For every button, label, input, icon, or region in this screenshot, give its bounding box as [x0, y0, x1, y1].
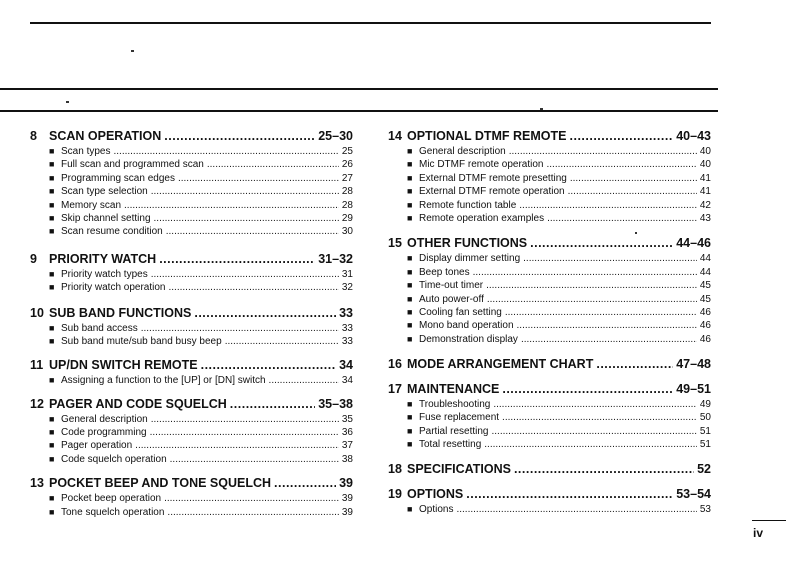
entry-page: 40	[699, 159, 711, 171]
section-title: OPTIONAL DTMF REMOTE	[407, 129, 567, 143]
square-bullet-icon: ■	[49, 440, 55, 451]
entry-page: 25	[341, 146, 353, 157]
section-heading[interactable]	[30, 251, 353, 268]
entry-label: Scan types	[61, 146, 111, 157]
toc-entry[interactable]	[388, 411, 711, 424]
toc-entry[interactable]	[388, 252, 711, 265]
section-number: 15	[388, 236, 402, 251]
section-title: PAGER AND CODE SQUELCH	[49, 396, 227, 411]
toc-entry[interactable]	[30, 212, 353, 225]
entry-label: Options	[419, 503, 454, 515]
dot-leader	[596, 356, 673, 373]
dot-leader	[141, 322, 339, 335]
toc-entry[interactable]	[30, 172, 353, 185]
section-title: SUB BAND FUNCTIONS	[49, 305, 192, 320]
dot-leader	[194, 305, 336, 322]
dot-leader	[466, 486, 673, 503]
square-bullet-icon: ■	[49, 268, 55, 279]
page-number: iv	[752, 526, 763, 540]
square-bullet-icon: ■	[49, 212, 55, 223]
dot-leader	[568, 185, 697, 198]
toc-section	[30, 357, 353, 387]
toc-section	[388, 381, 711, 452]
dot-leader	[113, 145, 338, 158]
square-bullet-icon: ■	[49, 172, 55, 183]
entry-page: 45	[699, 293, 711, 305]
square-bullet-icon: ■	[407, 293, 413, 304]
square-bullet-icon: ■	[407, 186, 413, 197]
entry-page: 44	[699, 253, 711, 265]
toc-entry[interactable]	[388, 503, 711, 516]
section-number: 8	[30, 129, 37, 143]
entry-label: Scan type selection	[61, 186, 148, 198]
toc-entry[interactable]	[30, 268, 353, 281]
entry-label: Full scan and programmed scan	[61, 159, 204, 171]
dot-leader	[151, 268, 339, 281]
section-title: MODE ARRANGEMENT CHART	[407, 357, 594, 372]
dot-leader	[505, 306, 697, 319]
section-number: 18	[388, 461, 402, 476]
toc-entry[interactable]	[388, 158, 711, 171]
toc-entry[interactable]	[30, 225, 353, 238]
toc-entry[interactable]	[30, 506, 353, 519]
section-title: SPECIFICATIONS	[407, 461, 511, 476]
section-pages: 34	[339, 358, 353, 373]
entry-label: Assigning a function to the [UP] or [DN] switch	[61, 375, 266, 387]
toc-entry[interactable]	[30, 185, 353, 198]
entry-label: Beep tones	[419, 266, 470, 278]
dot-leader	[546, 158, 696, 171]
section-number: 10	[30, 305, 44, 320]
entry-label: Mono band operation	[419, 320, 514, 332]
dot-leader	[519, 199, 697, 212]
section-heading[interactable]	[388, 461, 711, 478]
entry-page: 39	[341, 506, 353, 518]
section-pages: 52	[697, 461, 711, 476]
square-bullet-icon: ■	[49, 226, 55, 237]
toc-section	[30, 305, 353, 349]
entry-page: 30	[341, 226, 353, 238]
toc-section	[30, 251, 353, 295]
dot-leader	[207, 158, 339, 171]
entry-page: 53	[699, 503, 711, 515]
entry-label: Code programming	[61, 427, 147, 439]
entry-page: 29	[341, 212, 353, 224]
dot-leader	[164, 492, 339, 505]
section-heading[interactable]	[30, 357, 353, 374]
dot-leader	[487, 293, 697, 306]
entry-label: Tone squelch operation	[61, 506, 165, 518]
dot-leader	[269, 374, 339, 387]
entry-label: Programming scan edges	[61, 172, 175, 184]
entry-label: Scan resume condition	[61, 226, 163, 238]
dot-leader	[151, 413, 339, 426]
lower-rule	[0, 110, 718, 112]
toc-entry[interactable]	[388, 279, 711, 292]
square-bullet-icon: ■	[49, 493, 55, 504]
entry-page: 35	[341, 413, 353, 425]
dot-leader	[159, 251, 315, 268]
section-title: OPTIONS	[407, 486, 464, 501]
toc-section	[30, 128, 353, 239]
entry-page: 37	[341, 440, 353, 452]
square-bullet-icon: ■	[407, 253, 413, 264]
toc-section	[388, 356, 711, 373]
dot-leader	[170, 453, 339, 466]
section-heading[interactable]	[30, 305, 353, 322]
toc-entry[interactable]	[388, 212, 711, 225]
section-heading[interactable]	[30, 396, 353, 413]
square-bullet-icon: ■	[49, 186, 55, 197]
entry-page: 39	[341, 493, 353, 505]
dot-leader	[201, 357, 336, 374]
entry-page: 41	[699, 186, 711, 198]
entry-page: 27	[341, 172, 353, 184]
entry-page: 46	[699, 333, 711, 345]
entry-page: 26	[341, 159, 353, 171]
entry-page: 46	[699, 306, 711, 318]
dot-leader	[154, 212, 339, 225]
entry-label: General description	[419, 146, 506, 157]
section-heading[interactable]	[388, 235, 711, 252]
entry-label: Sub band access	[61, 322, 138, 334]
dot-leader	[124, 199, 339, 212]
dot-leader	[150, 426, 339, 439]
square-bullet-icon: ■	[49, 199, 55, 210]
section-heading[interactable]	[388, 381, 711, 398]
scan-speck	[66, 101, 69, 103]
square-bullet-icon: ■	[49, 427, 55, 438]
dot-leader	[167, 506, 338, 519]
entry-label: External DTMF remote operation	[419, 186, 565, 198]
scan-speck	[540, 108, 543, 110]
middle-rule	[0, 88, 718, 90]
square-bullet-icon: ■	[407, 320, 413, 331]
dot-leader	[570, 128, 674, 145]
section-heading[interactable]	[30, 475, 353, 492]
dot-leader	[484, 438, 697, 451]
toc-entry[interactable]	[388, 333, 711, 346]
entry-page: 44	[699, 266, 711, 278]
section-title: POCKET BEEP AND TONE SQUELCH	[49, 476, 272, 491]
toc-section	[388, 235, 711, 346]
entry-page: 51	[699, 439, 711, 451]
entry-page: 51	[699, 425, 711, 437]
section-pages: 25–30	[318, 129, 353, 143]
section-number: 16	[388, 357, 402, 372]
entry-page: 33	[341, 322, 353, 334]
dot-leader	[502, 411, 697, 424]
section-number: 17	[388, 382, 402, 397]
entry-page: 43	[699, 212, 711, 224]
entry-label: Sub band mute/sub band busy beep	[61, 335, 222, 347]
square-bullet-icon: ■	[407, 412, 413, 423]
toc-entry[interactable]	[30, 413, 353, 426]
entry-label: Memory scan	[61, 199, 122, 211]
entry-page: 28	[341, 186, 353, 198]
toc-section	[388, 486, 711, 516]
toc-entry[interactable]	[30, 439, 353, 452]
section-number: 11	[30, 358, 44, 373]
section-title: OTHER FUNCTIONS	[407, 236, 528, 251]
entry-page: 46	[699, 320, 711, 332]
section-heading[interactable]	[388, 128, 711, 145]
section-title: PRIORITY WATCH	[49, 251, 157, 266]
toc-entry[interactable]	[30, 374, 353, 387]
toc-entry[interactable]	[388, 319, 711, 332]
section-number: 19	[388, 486, 402, 501]
square-bullet-icon: ■	[407, 306, 413, 317]
entry-label: Mic DTMF remote operation	[419, 159, 544, 171]
toc-entry[interactable]	[388, 398, 711, 411]
dot-leader	[486, 279, 697, 292]
entry-label: Pocket beep operation	[61, 493, 162, 505]
entry-label: Demonstration display	[419, 333, 518, 345]
square-bullet-icon: ■	[407, 399, 413, 410]
toc-section	[388, 128, 711, 225]
entry-label: Display dimmer setting	[419, 253, 521, 265]
square-bullet-icon: ■	[407, 159, 413, 170]
square-bullet-icon: ■	[49, 282, 55, 293]
toc-entry[interactable]	[388, 293, 711, 306]
dot-leader	[178, 172, 339, 185]
toc-entry[interactable]	[30, 322, 353, 335]
toc-entry[interactable]	[388, 145, 711, 158]
toc-entry[interactable]	[388, 438, 711, 451]
toc-entry[interactable]	[30, 158, 353, 171]
dot-leader	[169, 281, 339, 294]
dot-leader	[164, 128, 315, 145]
entry-label: External DTMF remote presetting	[419, 172, 567, 184]
section-pages: 40–43	[676, 129, 711, 143]
top-rule	[30, 22, 711, 24]
dot-leader	[547, 212, 697, 225]
section-number: 13	[30, 476, 44, 491]
entry-label: Partial resetting	[419, 425, 489, 437]
square-bullet-icon: ■	[407, 199, 413, 210]
toc-entry[interactable]	[30, 492, 353, 505]
square-bullet-icon: ■	[49, 159, 55, 170]
dot-leader	[151, 185, 339, 198]
entry-page: 28	[341, 199, 353, 211]
dot-leader	[570, 172, 697, 185]
square-bullet-icon: ■	[407, 333, 413, 344]
toc-entry[interactable]	[388, 266, 711, 279]
entry-label: Remote function table	[419, 199, 517, 211]
section-heading[interactable]	[388, 356, 711, 373]
entry-page: 36	[341, 427, 353, 439]
entry-page: 42	[699, 199, 711, 211]
entry-page: 50	[699, 412, 711, 424]
toc-entry[interactable]	[30, 199, 353, 212]
toc-entry[interactable]	[388, 425, 711, 438]
entry-label: Priority watch types	[61, 268, 148, 280]
section-number: 9	[30, 251, 37, 266]
toc-entry[interactable]	[30, 335, 353, 348]
entry-page: 38	[341, 453, 353, 465]
toc-entry[interactable]	[30, 145, 353, 158]
entry-label: Auto power-off	[419, 293, 484, 305]
dot-leader	[530, 235, 673, 252]
toc-entry[interactable]	[388, 199, 711, 212]
dot-leader	[509, 145, 697, 158]
square-bullet-icon: ■	[407, 266, 413, 277]
dot-leader	[521, 333, 697, 346]
scan-speck	[131, 50, 134, 52]
toc-entry[interactable]	[30, 453, 353, 466]
entry-label: Priority watch operation	[61, 282, 166, 294]
page-number-rule	[752, 520, 786, 521]
section-pages: 44–46	[676, 236, 711, 251]
square-bullet-icon: ■	[49, 375, 55, 386]
toc-entry[interactable]	[388, 306, 711, 319]
section-pages: 47–48	[676, 357, 711, 372]
dot-leader	[517, 319, 697, 332]
section-pages: 33	[339, 305, 353, 320]
section-pages: 49–51	[676, 382, 711, 397]
entry-label: Time-out timer	[419, 280, 484, 292]
square-bullet-icon: ■	[49, 146, 55, 156]
toc-right-column	[388, 128, 711, 516]
entry-label: Troubleshooting	[419, 399, 491, 411]
section-title: SCAN OPERATION	[49, 129, 162, 143]
toc-section	[30, 396, 353, 467]
section-title: UP/DN SWITCH REMOTE	[49, 358, 198, 373]
square-bullet-icon: ■	[49, 506, 55, 517]
dot-leader	[274, 475, 336, 492]
toc-section	[30, 475, 353, 519]
entry-label: General description	[61, 413, 148, 425]
section-pages: 35–38	[318, 396, 353, 411]
section-heading[interactable]	[388, 486, 711, 503]
toc-entry[interactable]	[30, 426, 353, 439]
square-bullet-icon: ■	[407, 212, 413, 223]
entry-page: 31	[341, 268, 353, 280]
section-title: MAINTENANCE	[407, 382, 500, 397]
entry-page: 41	[699, 172, 711, 184]
square-bullet-icon: ■	[407, 439, 413, 450]
square-bullet-icon: ■	[407, 503, 413, 514]
section-pages: 39	[339, 476, 353, 491]
dot-leader	[135, 439, 339, 452]
dot-leader	[473, 266, 697, 279]
section-heading[interactable]	[30, 128, 353, 145]
dot-leader	[456, 503, 696, 516]
section-pages: 53–54	[676, 486, 711, 501]
dot-leader	[493, 398, 697, 411]
square-bullet-icon: ■	[407, 425, 413, 436]
dot-leader	[166, 225, 339, 238]
toc-section	[388, 461, 711, 478]
entry-label: Code squelch operation	[61, 453, 167, 465]
square-bullet-icon: ■	[407, 280, 413, 291]
section-pages: 31–32	[318, 251, 353, 266]
square-bullet-icon: ■	[49, 413, 55, 424]
toc-entry[interactable]	[388, 185, 711, 198]
entry-label: Fuse replacement	[419, 412, 500, 424]
dot-leader	[230, 396, 315, 413]
entry-page: 33	[341, 335, 353, 347]
square-bullet-icon: ■	[49, 322, 55, 333]
square-bullet-icon: ■	[49, 335, 55, 346]
dot-leader	[502, 381, 673, 398]
toc-left-column	[30, 128, 353, 519]
entry-label: Cooling fan setting	[419, 306, 502, 318]
dot-leader	[523, 252, 697, 265]
entry-page: 40	[699, 146, 711, 157]
dot-leader	[491, 425, 696, 438]
entry-label: Remote operation examples	[419, 212, 545, 224]
entry-page: 34	[341, 375, 353, 387]
square-bullet-icon: ■	[407, 172, 413, 183]
entry-label: Total resetting	[419, 439, 482, 451]
entry-page: 32	[341, 282, 353, 294]
section-number: 12	[30, 396, 44, 411]
dot-leader	[225, 335, 339, 348]
section-number: 14	[388, 129, 402, 143]
square-bullet-icon: ■	[49, 453, 55, 464]
dot-leader	[514, 461, 694, 478]
entry-label: Pager operation	[61, 440, 133, 452]
entry-page: 45	[699, 280, 711, 292]
toc-entry[interactable]	[30, 281, 353, 294]
entry-page: 49	[699, 399, 711, 411]
square-bullet-icon: ■	[407, 146, 413, 156]
entry-label: Skip channel setting	[61, 212, 151, 224]
toc-entry[interactable]	[388, 172, 711, 185]
